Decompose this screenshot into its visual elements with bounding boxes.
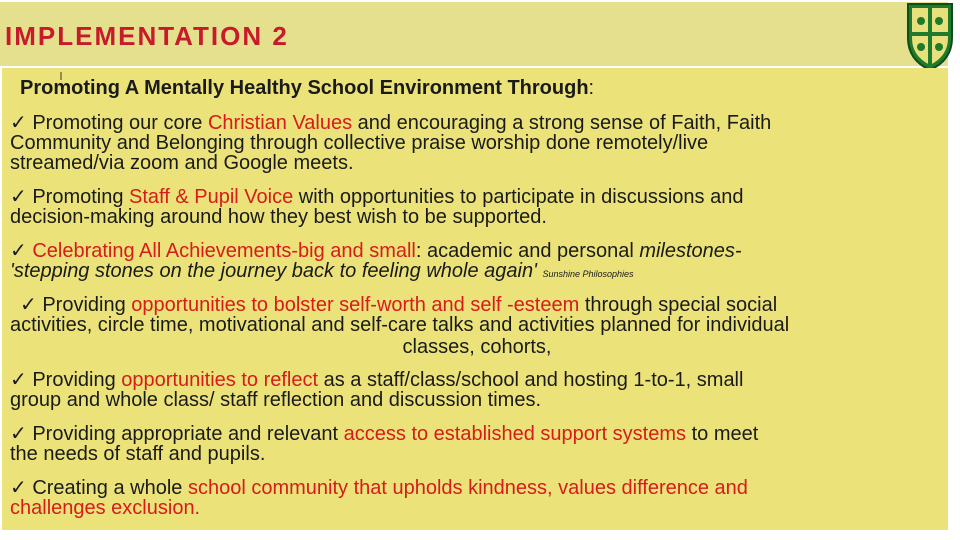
list-item: ✓ Providing opportunities to bolster self-worth and self -esteem through special social — [20, 294, 778, 316]
check-icon: ✓ — [10, 186, 27, 208]
intro-line: Promoting A Mentally Healthy School Environment Through: — [20, 77, 595, 99]
check-icon: ✓ — [10, 423, 27, 445]
list-item-line: the needs of staff and pupils. — [10, 443, 266, 465]
list-item-line: group and whole class/ staff reflection and discussion times. — [10, 389, 542, 411]
list-item: ✓ Providing opportunities to reflect as a staff/class/school and hosting 1-to-1, small — [10, 369, 744, 391]
check-icon: ✓ — [10, 369, 27, 391]
check-icon: ✓ — [10, 477, 27, 499]
title-bar — [0, 0, 960, 72]
list-item-line: activities, circle time, motivational and self-care talks and activities planned for individual — [10, 314, 790, 336]
list-item: ✓ Providing appropriate and relevant access to established support systems to meet — [10, 423, 759, 445]
list-item-line: streamed/via zoom and Google meets. — [10, 152, 354, 174]
list-item-line: decision-making around how they best wish to be supported. — [10, 206, 547, 228]
school-crest-icon — [900, 0, 960, 72]
title-band — [0, 2, 948, 66]
list-item: ✓ Promoting Staff & Pupil Voice with opportunities to participate in discussions and — [10, 186, 744, 208]
attribution: Sunshine Philosophies — [542, 269, 634, 279]
list-item-line: 'stepping stones on the journey back to feeling whole again' Sunshine Philosophies — [10, 260, 634, 282]
list-item-line: Community and Belonging through collective praise worship done remotely/live — [10, 132, 709, 154]
check-icon: ✓ — [10, 240, 27, 262]
list-item: ✓ Creating a whole school community that upholds kindness, values difference and — [10, 477, 748, 499]
check-icon: ✓ — [10, 112, 27, 134]
list-item: ✓ Promoting our core Christian Values and encouraging a strong sense of Faith, Faith — [10, 112, 772, 134]
slide-title: IMPLEMENTATION 2 — [5, 21, 289, 51]
check-icon: ✓ — [20, 294, 37, 316]
list-item: ✓ Celebrating All Achievements-big and small: academic and personal milestones- — [10, 240, 742, 262]
list-item-line: classes, cohorts, — [402, 336, 552, 358]
list-item-line: challenges exclusion. — [10, 497, 201, 519]
